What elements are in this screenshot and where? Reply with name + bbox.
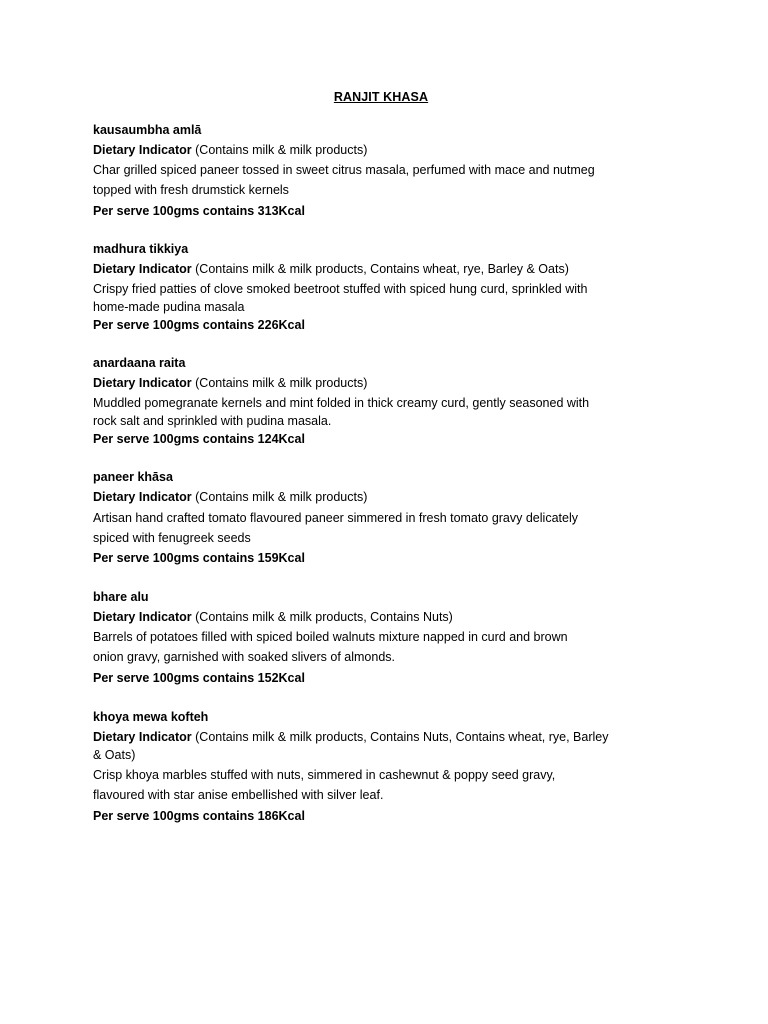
dietary-label: Dietary Indicator <box>93 262 192 276</box>
dietary-label: Dietary Indicator <box>93 730 192 744</box>
dietary-label: Dietary Indicator <box>93 143 192 157</box>
dish-description-line: Char grilled spiced paneer tossed in sweet citrus masala, perfumed with mace and nutmeg <box>93 163 595 177</box>
dish-name: khoya mewa kofteh <box>93 710 209 724</box>
dish-description-line: Barrels of potatoes filled with spiced boiled walnuts mixture napped in curd and brown <box>93 630 568 644</box>
dish-item <box>93 468 578 567</box>
dish-description-line: rock salt and sprinkled with pudina masala. <box>93 414 332 428</box>
dish-description-line: spiced with fenugreek seeds <box>93 531 251 545</box>
dish-name: kausaumbha amlā <box>93 123 202 137</box>
dish-item <box>93 588 568 687</box>
dish-description-line: Crispy fried patties of clove smoked beetroot stuffed with spiced hung curd, sprinkled with <box>93 282 588 296</box>
dish-item <box>93 708 608 825</box>
dish-name: anardaana raita <box>93 356 186 370</box>
dietary-label: Dietary Indicator <box>93 490 192 504</box>
dietary-indicator <box>93 141 595 159</box>
dish-name: madhura tikkiya <box>93 242 189 256</box>
dish-calories: Per serve 100gms contains 124Kcal <box>93 432 305 446</box>
dietary-text: (Contains milk & milk products, Contains wheat, rye, Barley & Oats) <box>195 262 569 276</box>
dietary-indicator <box>93 608 568 626</box>
dish-calories: Per serve 100gms contains 186Kcal <box>93 809 305 823</box>
menu-title: RANJIT KHASA <box>333 90 429 104</box>
dietary-indicator <box>93 488 578 506</box>
dish-description-line: flavoured with star anise embellished with silver leaf. <box>93 788 384 802</box>
dietary-indicator <box>93 260 587 278</box>
dish-item <box>93 121 595 220</box>
dish-description-line: onion gravy, garnished with soaked slivers of almonds. <box>93 650 396 664</box>
dish-item <box>93 240 587 334</box>
dish-calories: Per serve 100gms contains 152Kcal <box>93 671 305 685</box>
dietary-text: (Contains milk & milk products, Contains Nuts) <box>195 610 453 624</box>
dish-description-line: home-made pudina masala <box>93 300 245 314</box>
dish-name: paneer khāsa <box>93 470 173 484</box>
dish-description-line: Artisan hand crafted tomato flavoured paneer simmered in fresh tomato gravy delicately <box>93 511 578 525</box>
dietary-text-continued: & Oats) <box>93 748 136 762</box>
dietary-label: Dietary Indicator <box>93 610 192 624</box>
dietary-indicator <box>93 374 589 392</box>
dietary-text: (Contains milk & milk products) <box>195 376 368 390</box>
dish-item <box>93 354 589 448</box>
dish-calories: Per serve 100gms contains 313Kcal <box>93 204 305 218</box>
dish-description-line: Crisp khoya marbles stuffed with nuts, simmered in cashewnut & poppy seed gravy, <box>93 768 556 782</box>
dish-calories: Per serve 100gms contains 159Kcal <box>93 551 305 565</box>
dietary-text: (Contains milk & milk products, Contains Nuts, Contains wheat, rye, Barley <box>195 730 609 744</box>
dish-name: bhare alu <box>93 590 149 604</box>
dietary-text: (Contains milk & milk products) <box>195 490 368 504</box>
dish-description-line: topped with fresh drumstick kernels <box>93 183 289 197</box>
dish-description-line: Muddled pomegranate kernels and mint folded in thick creamy curd, gently seasoned with <box>93 396 590 410</box>
dietary-text: (Contains milk & milk products) <box>195 143 368 157</box>
dish-calories: Per serve 100gms contains 226Kcal <box>93 318 305 332</box>
dietary-label: Dietary Indicator <box>93 376 192 390</box>
dietary-indicator <box>93 728 608 746</box>
